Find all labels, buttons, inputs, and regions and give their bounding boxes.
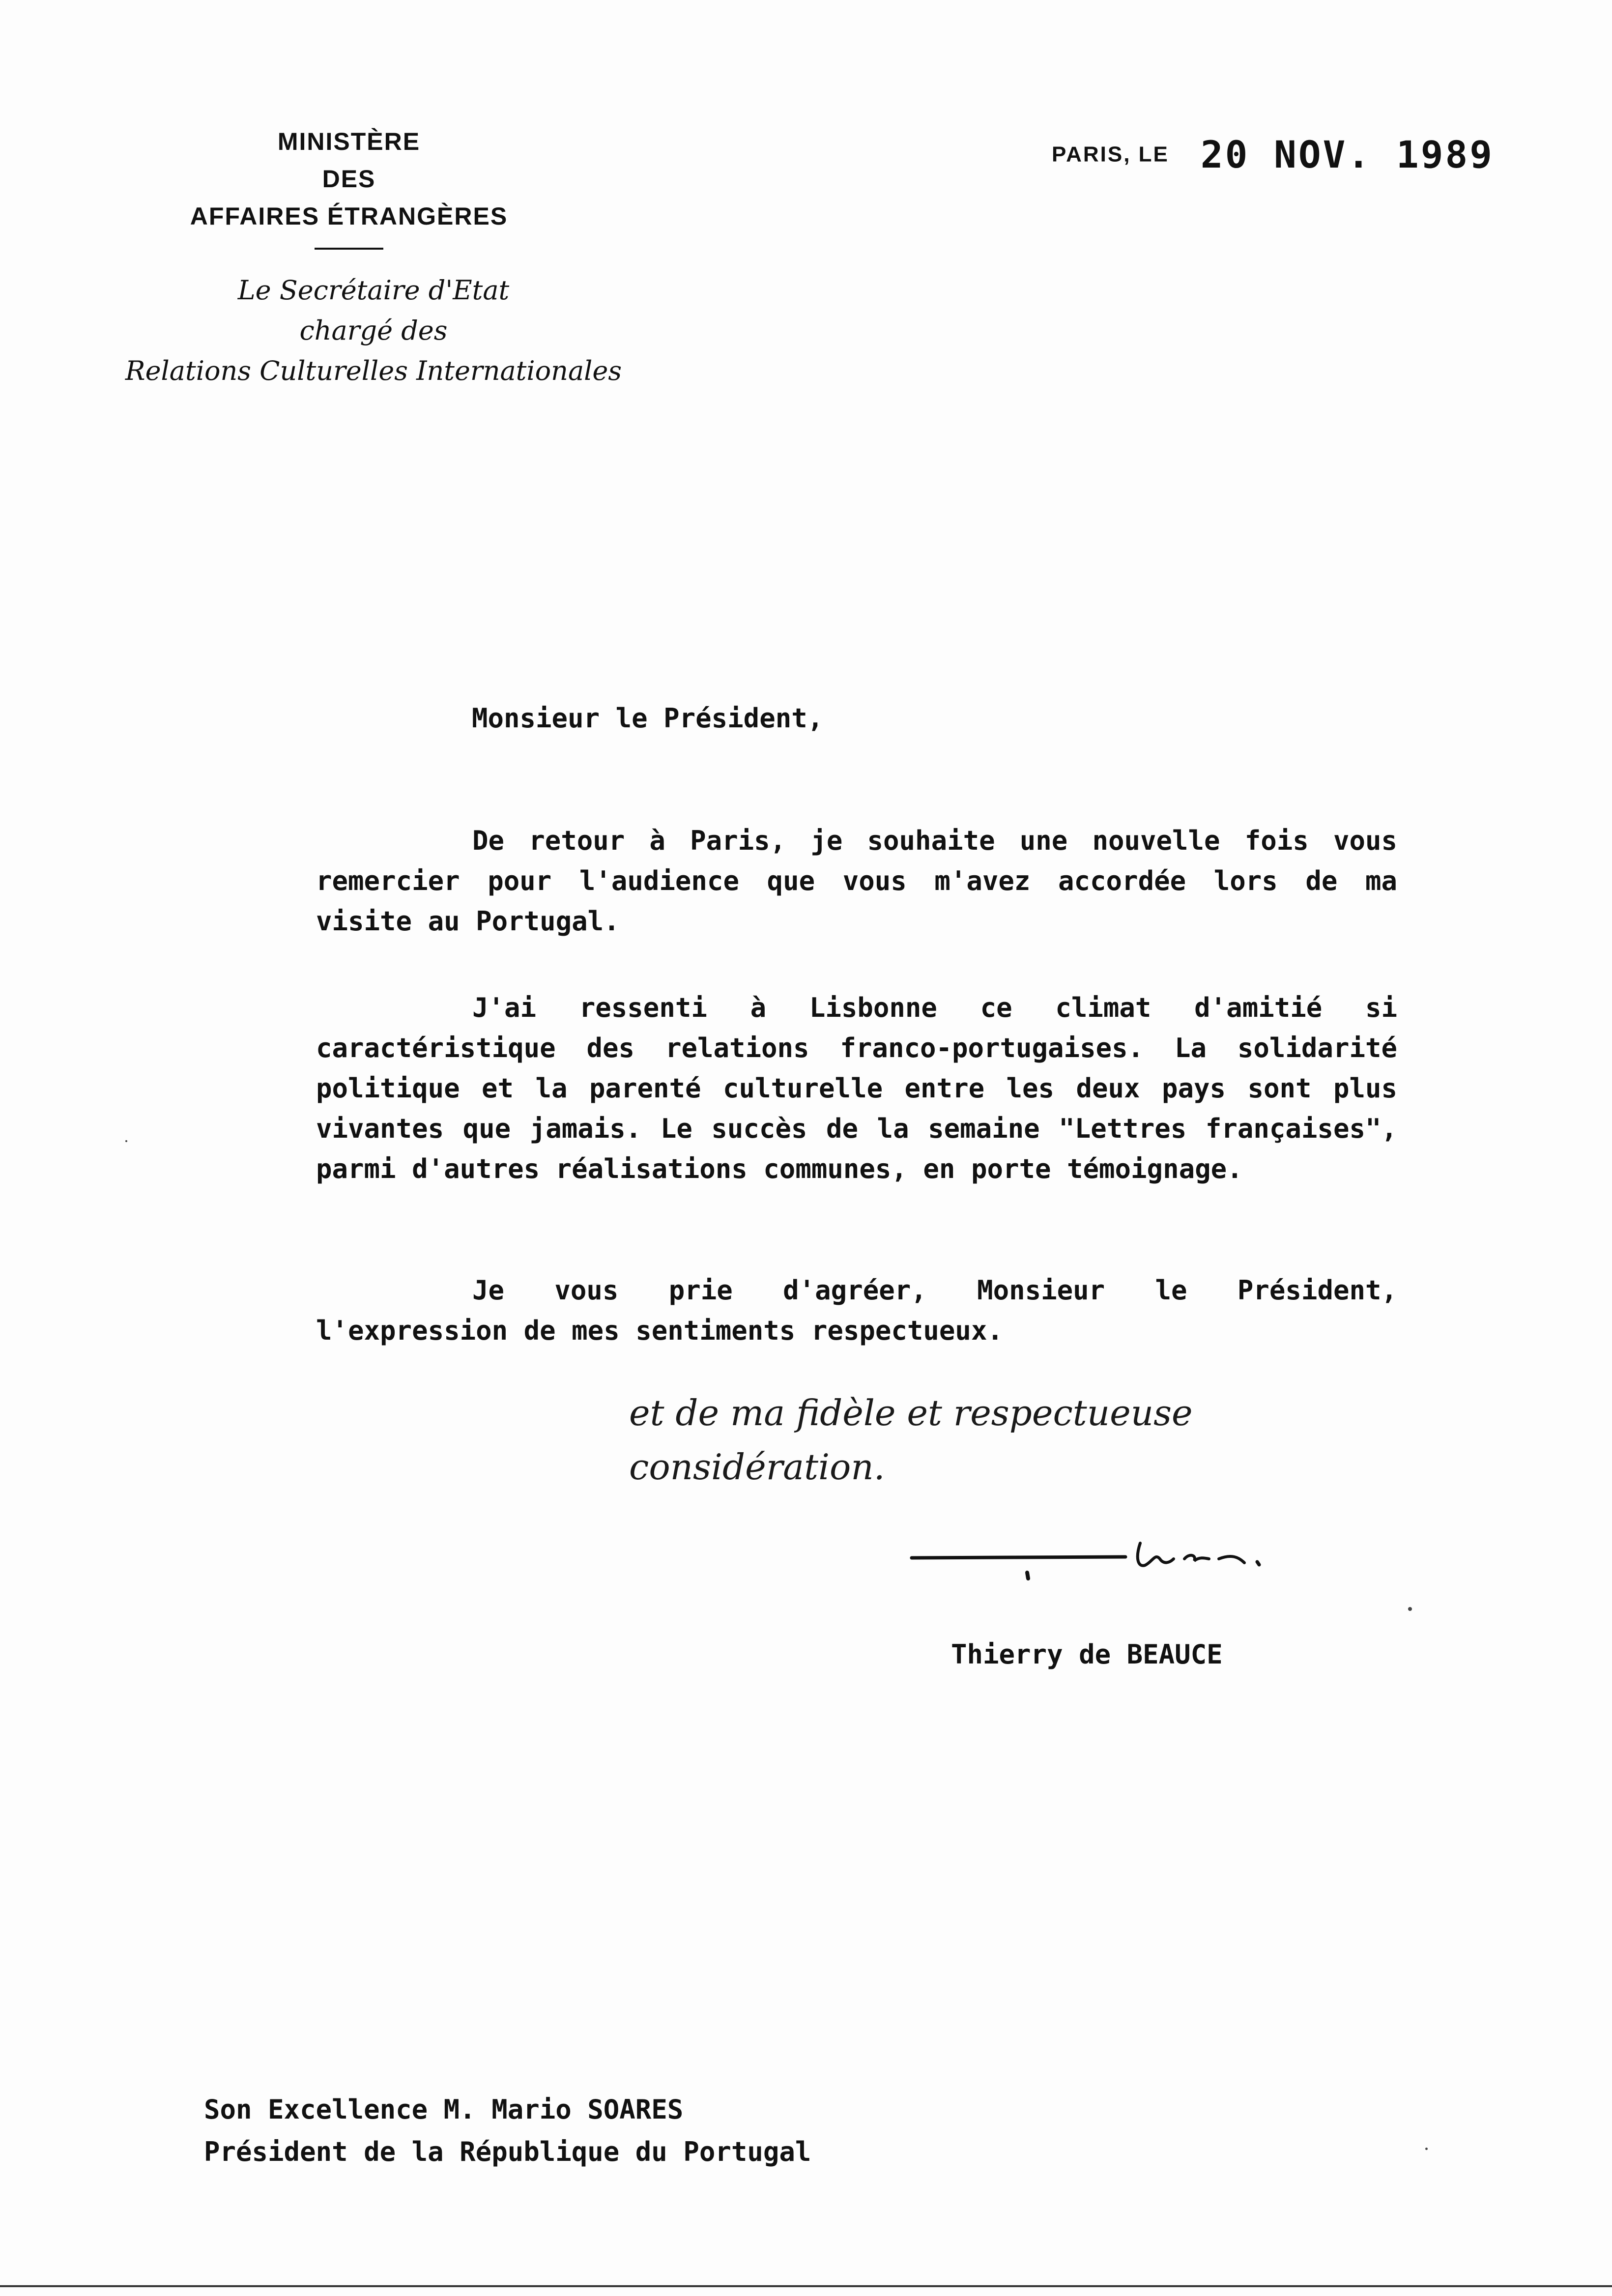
dateline: [1052, 133, 1494, 176]
handwritten-line: considération.: [629, 1446, 885, 1488]
recipient-name: Son Excellence M. Mario SOARES: [204, 2094, 684, 2125]
paragraph: [316, 821, 1397, 942]
ministry-line: MINISTÈRE: [277, 128, 421, 155]
handwritten-line: et de ma fidèle et respectueuse: [629, 1392, 1193, 1434]
salutation: Monsieur le Président,: [472, 703, 824, 734]
scan-edge-line: [0, 2285, 1612, 2287]
scan-speck: [1425, 2148, 1428, 2150]
paragraph-text: J'ai ressenti à Lisbonne ce climat d'amitié si caractéristique des relations franco-portugaises. La solidarité politique et la parenté culturelle entre les deux pays sont plus vivantes que jamais. Le succès de la semaine "Lettres françaises", parmi d'autres réalisations communes, en porte témoignage.: [316, 992, 1397, 1184]
recipient-title: Président de la République du Portugal: [204, 2136, 811, 2167]
office-title-line: Le Secrétaire d'Etat: [237, 275, 510, 306]
dateline-label: PARIS, LE: [1052, 142, 1169, 167]
scan-speck: [125, 1140, 127, 1142]
paragraph-text: Je vous prie d'agréer, Monsieur le Président, l'expression de mes sentiments respectueux.: [316, 1275, 1397, 1346]
recipient-block: [204, 2089, 811, 2173]
paragraph-text: De retour à Paris, je souhaite une nouvelle fois vous remercier pour l'audience que vous m'avez accordée lors de ma visite au Portugal.: [316, 825, 1397, 937]
scan-speck: [1408, 1607, 1412, 1611]
ministry-line: DES: [322, 165, 376, 193]
office-title-line: Relations Culturelles Internationales: [125, 355, 622, 386]
letterhead-divider: [315, 248, 383, 250]
signatory-name: Thierry de BEAUCE: [951, 1639, 1223, 1670]
paragraph: [316, 988, 1397, 1189]
ministry-line: AFFAIRES ÉTRANGÈRES: [190, 202, 508, 230]
date-stamp: 20 NOV. 1989: [1200, 133, 1494, 176]
ministry-letterhead: [147, 123, 550, 250]
signature: [624, 1366, 1420, 1592]
office-title: [98, 270, 649, 391]
handwritten-closing: [624, 1366, 1420, 1592]
paragraph: [316, 1270, 1397, 1351]
office-title-line: chargé des: [299, 315, 448, 346]
